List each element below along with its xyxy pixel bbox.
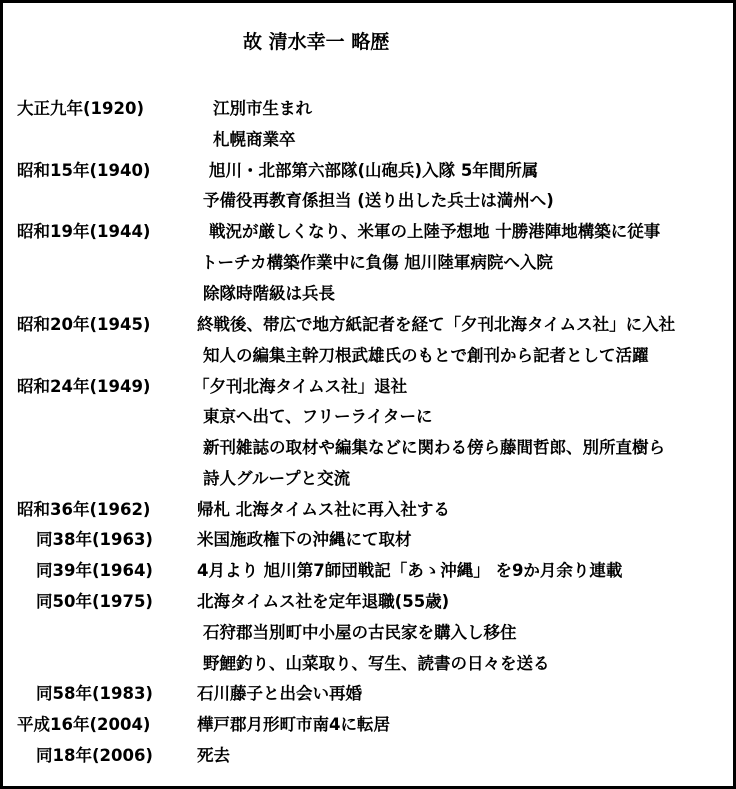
entry-text: 樺戸郡月形町市南4に転居 bbox=[197, 715, 390, 734]
entry-text: 石狩郡当別町中小屋の古民家を購入し移住 bbox=[203, 623, 517, 642]
entry-row bbox=[3, 248, 736, 278]
entry-row bbox=[3, 94, 736, 124]
entry-date: 同18年(2006) bbox=[36, 746, 153, 765]
entry-text: 野鯉釣り、山菜取り、写生、読書の日々を送る bbox=[203, 654, 550, 673]
entry-row bbox=[3, 525, 736, 555]
page-title: 故 清水幸一 略歴 bbox=[243, 31, 390, 53]
entry-row bbox=[3, 217, 736, 247]
entry-date: 同50年(1975) bbox=[36, 592, 153, 611]
entry-date: 昭和24年(1949) bbox=[17, 377, 151, 396]
entry-row bbox=[3, 125, 736, 155]
entry-date: 大正九年(1920) bbox=[17, 99, 145, 118]
entry-date: 昭和20年(1945) bbox=[17, 315, 151, 334]
entry-row bbox=[3, 402, 736, 432]
entry-text: 江別市生まれ bbox=[213, 99, 312, 118]
entry-date: 昭和36年(1962) bbox=[17, 500, 151, 519]
entry-text: 除隊時階級は兵長 bbox=[203, 284, 335, 303]
entry-text: 詩人グループと交流 bbox=[203, 469, 351, 488]
entry-row bbox=[3, 310, 736, 340]
entry-date: 平成16年(2004) bbox=[17, 715, 151, 734]
entry-text: 戦況が厳しくなり、米軍の上陸予想地 十勝港陣地構築に従事 bbox=[209, 222, 661, 241]
entry-date: 同58年(1983) bbox=[36, 684, 153, 703]
entry-row bbox=[3, 279, 736, 309]
entry-row bbox=[3, 618, 736, 648]
entry-text: 予備役再教育係担当 (送り出した兵士は満州へ) bbox=[203, 191, 554, 210]
entry-date: 同38年(1963) bbox=[36, 530, 153, 549]
entry-text: 米国施政権下の沖縄にて取材 bbox=[197, 530, 412, 549]
entry-text: 石川藤子と出会い再婚 bbox=[197, 684, 362, 703]
entry-text: 終戦後、帯広で地方紙記者を経て「夕刊北海タイムス社」に入社 bbox=[197, 315, 676, 334]
entry-row bbox=[3, 649, 736, 679]
entry-row bbox=[3, 156, 736, 186]
entry-text: 東京へ出て、フリーライターに bbox=[203, 407, 433, 426]
entry-text: 死去 bbox=[197, 746, 230, 765]
entry-date: 同39年(1964) bbox=[36, 561, 153, 580]
entry-row bbox=[3, 433, 736, 463]
entry-date: 昭和15年(1940) bbox=[17, 161, 151, 180]
entry-row bbox=[3, 372, 736, 402]
entry-row bbox=[3, 186, 736, 216]
entry-text: 「夕刊北海タイムス社」退社 bbox=[193, 377, 408, 396]
entry-text: 帰札 北海タイムス社に再入社する bbox=[197, 500, 450, 519]
entry-date: 昭和19年(1944) bbox=[17, 222, 151, 241]
entry-text: 4月より 旭川第7師団戦記「あゝ沖縄」 を9か月余り連載 bbox=[197, 561, 623, 580]
entry-row bbox=[3, 710, 736, 740]
entry-text: 知人の編集主幹刀根武雄氏のもとで創刊から記者として活躍 bbox=[203, 346, 649, 365]
entry-row bbox=[3, 741, 736, 771]
entry-row bbox=[3, 464, 736, 494]
entry-row bbox=[3, 556, 736, 586]
entry-text: 札幌商業卒 bbox=[213, 130, 296, 149]
entry-text: トーチカ構築作業中に負傷 旭川陸軍病院へ入院 bbox=[201, 253, 553, 272]
entry-text: 北海タイムス社を定年退職(55歳) bbox=[197, 592, 450, 611]
entry-row bbox=[3, 679, 736, 709]
entry-row bbox=[3, 495, 736, 525]
entry-row bbox=[3, 341, 736, 371]
entry-text: 新刊雑誌の取材や編集などに関わる傍ら藤間哲郎、別所直樹ら bbox=[203, 438, 665, 457]
entry-text: 旭川・北部第六部隊(山砲兵)入隊 5年間所属 bbox=[209, 161, 539, 180]
entry-row bbox=[3, 587, 736, 617]
